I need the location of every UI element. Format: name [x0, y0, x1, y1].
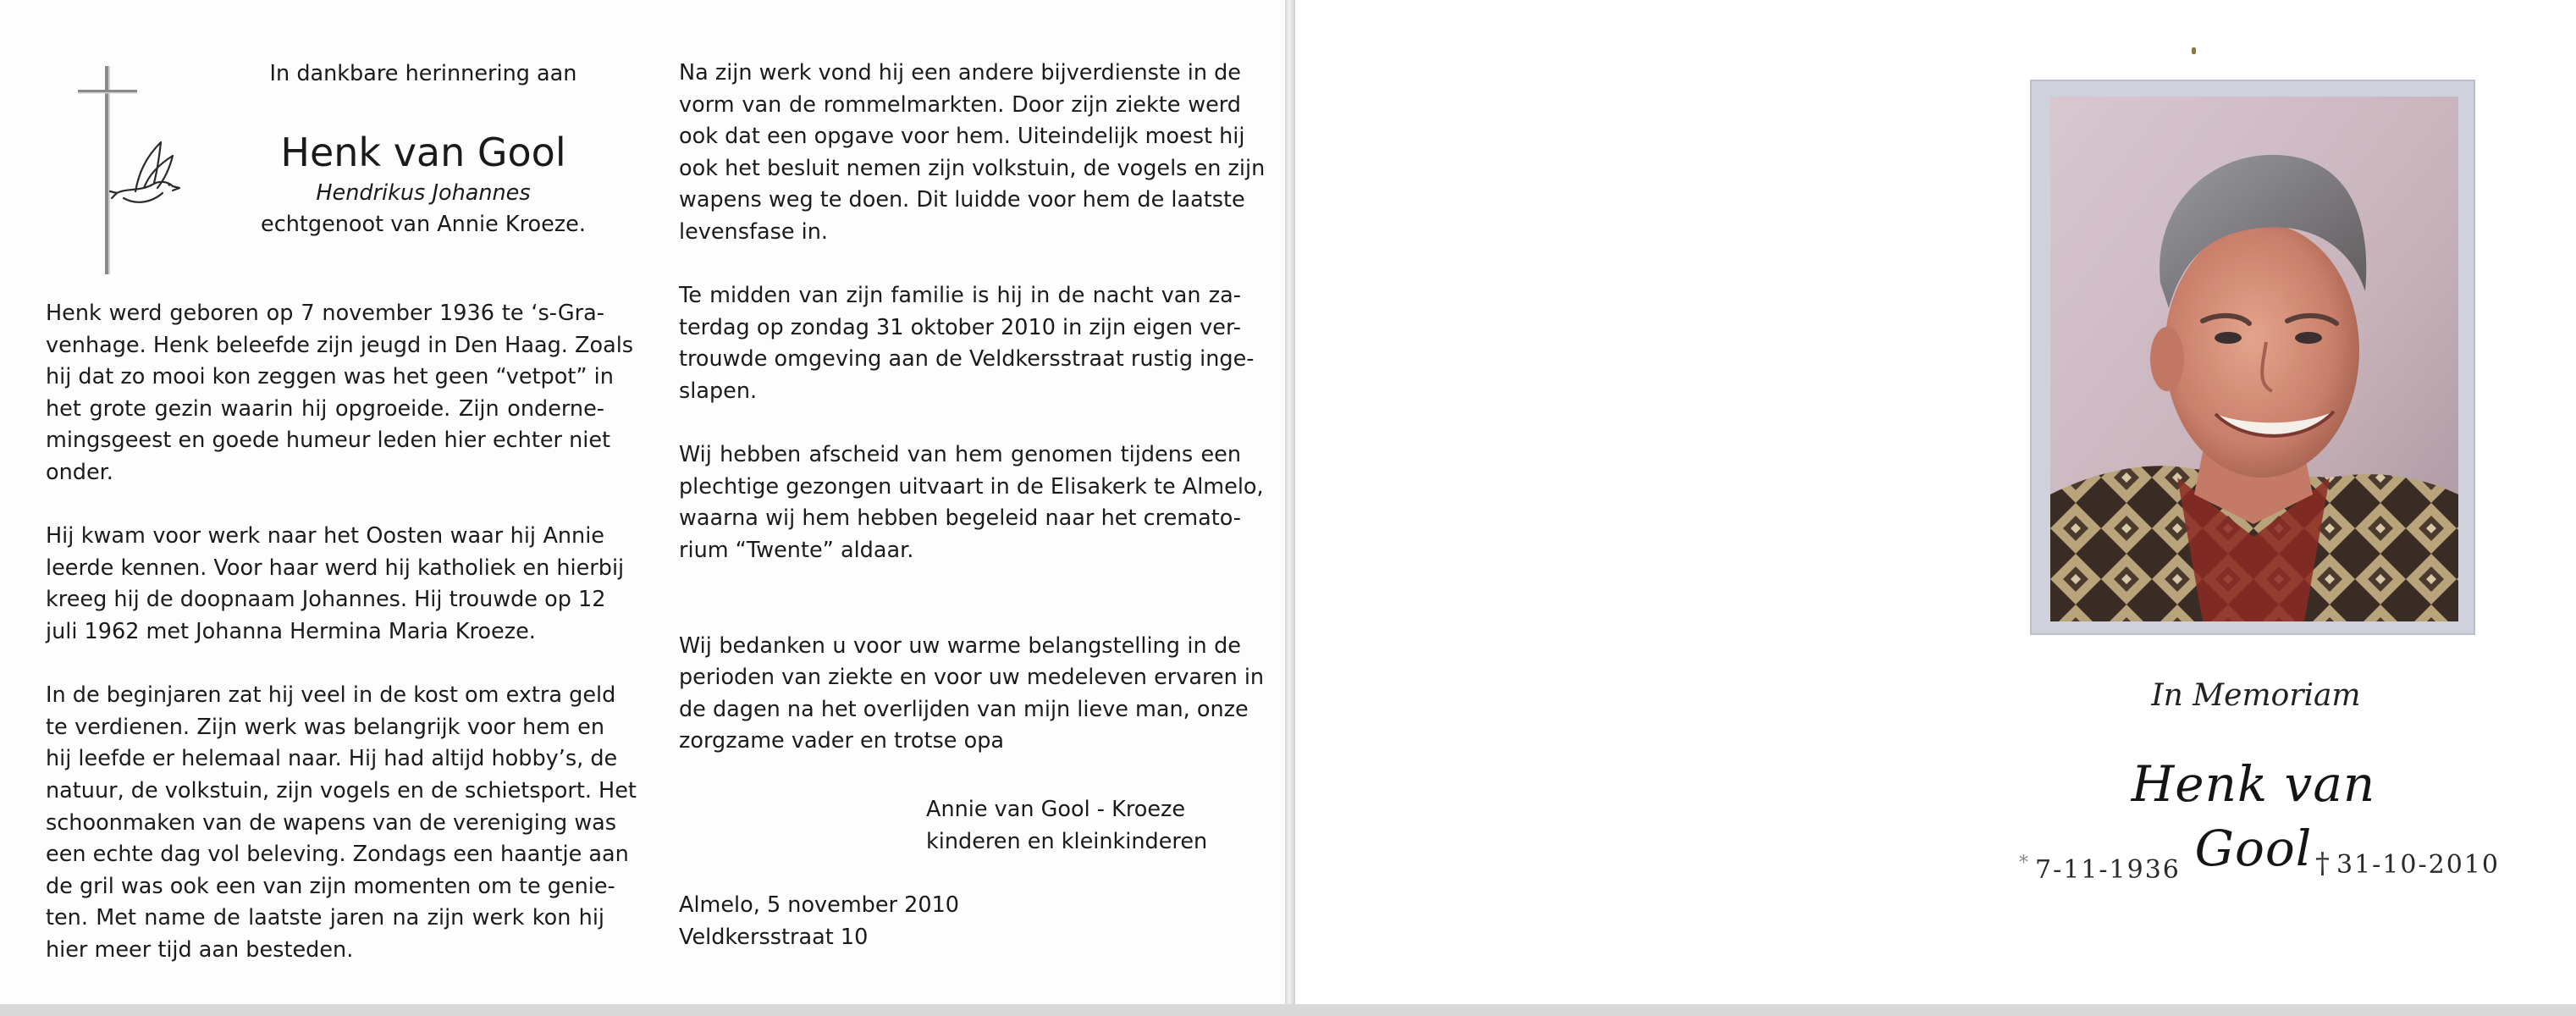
text-line: de dagen na het overlijden van mijn lieve man, onze — [679, 696, 1249, 722]
text-line: te verdienen. Zijn werk was belangrijk voor hem en — [46, 714, 604, 740]
text-line: mingsgeest en goede humeur leden hier echter niet — [46, 428, 611, 454]
card-fold — [1285, 0, 1295, 1016]
death-cross-icon: † — [2315, 847, 2331, 881]
paragraph — [679, 599, 1265, 758]
death-date — [2315, 845, 2500, 884]
text-line: zorgzame vader en trotse opa — [679, 728, 1005, 754]
paragraph — [46, 298, 634, 489]
text-line — [679, 599, 1241, 631]
text-line: onder. — [46, 459, 113, 485]
text-line: Wij hebben afscheid van hem genomen tijdens een — [679, 442, 1241, 468]
text-line: juli 1962 met Johanna Hermina Maria Kroeze. — [46, 618, 536, 644]
text-line: ten. Met name de laatste jaren na zijn werk kon hij — [46, 905, 604, 931]
sign-off-family: Annie van Gool - Kroeze — [926, 797, 1186, 822]
text-line: ook dat een opgave voor hem. Uiteindelijk moest hij — [679, 124, 1245, 150]
text-line: leerde kennen. Voor haar werd hij katholiek en hierbij — [46, 555, 625, 581]
text-line: hij leefde er helemaal naar. Hij had altijd hobby’s, de — [46, 746, 618, 772]
text-line: venhage. Henk beleefde zijn jeugd in Den Haag. Zoals — [46, 332, 634, 358]
text-line: slapen. — [679, 378, 758, 404]
text-line: een echte dag vol beleving. Zondags een haantje aan — [46, 842, 629, 868]
text-line: Te midden van zijn familie is hij in de nacht van za- — [679, 283, 1241, 309]
text-line: Henk werd geboren op 7 november 1936 te ‘s-Gra- — [46, 301, 604, 326]
deceased-name: Henk van Gool — [280, 130, 566, 175]
paragraph — [679, 58, 1266, 249]
text-line: levensfase in. — [679, 218, 829, 245]
text-line: plechtige gezongen uitvaart in de Elisakerk te Almelo, — [679, 473, 1264, 500]
cross-with-dove-icon — [76, 64, 186, 276]
text-line: kreeg hij de doopnaam Johannes. Hij trouwde op 12 — [46, 587, 606, 613]
paper-speck — [2192, 47, 2196, 54]
text-line: rium “Twente” aldaar. — [679, 537, 914, 563]
sign-off — [926, 793, 1207, 858]
text-line: wapens weg te doen. Dit luidde voor hem de laatste — [679, 187, 1245, 213]
birth-date — [2019, 845, 2181, 889]
text-line: de gril was ook een van zijn momenten om te genie- — [46, 873, 615, 899]
birth-date-value: 7-11-1936 — [2035, 855, 2181, 885]
text-line: natuur, de volkstuin, zijn vogels en de schietsport. Het — [46, 777, 637, 803]
portrait-photo — [2050, 97, 2458, 621]
death-date-value: 31-10-2010 — [2336, 850, 2500, 880]
birth-star-icon: * — [2019, 853, 2030, 874]
text-line: schoonmaken van de wapens van de vereniging was — [46, 809, 617, 836]
address-line: Veldkersstraat 10 — [679, 925, 869, 950]
spouse-line: echtgenoot van Annie Kroeze. — [261, 212, 586, 237]
text-line: hier meer tijd aan besteden. — [46, 936, 354, 963]
place-date-line: Almelo, 5 november 2010 — [679, 892, 960, 918]
in-memoriam-title: In Memoriam — [2151, 678, 2361, 713]
dedication-intro: In dankbare herinnering aan — [269, 61, 577, 86]
text-line: Na zijn werk vond hij een andere bijverdienste in de — [679, 60, 1241, 86]
paragraph — [679, 280, 1255, 407]
text-line: ook het besluit nemen zijn volkstuin, de vogels en zijn — [679, 155, 1266, 181]
given-names: Hendrikus Johannes — [316, 180, 531, 206]
biography-column-2 — [679, 58, 1266, 758]
text-line: het grote gezin waarin hij opgroeide. Zijn onderne- — [46, 395, 604, 422]
text-line: trouwde omgeving aan de Veldkersstraat rustig inge- — [679, 346, 1255, 373]
paragraph — [679, 439, 1264, 566]
text-line: waarna wij hem hebben begeleid naar het cremato- — [679, 505, 1241, 532]
text-line: terdag op zondag 31 oktober 2010 in zijn eigen ver- — [679, 314, 1241, 340]
text-line: Wij bedanken u voor uw warme belangstelling in de — [679, 632, 1241, 659]
paragraph — [46, 680, 637, 966]
sign-off-children: kinderen en kleinkinderen — [926, 829, 1208, 854]
text-line: hij dat zo mooi kon zeggen was het geen “vetpot” in — [46, 364, 614, 390]
text-line: In de beginjaren zat hij veel in de kost om extra geld — [46, 682, 616, 709]
text-line: perioden van ziekte en voor uw medeleven ervaren in — [679, 665, 1265, 691]
paragraph — [46, 521, 625, 648]
portrait-frame — [2030, 80, 2475, 635]
biography-column-1 — [46, 298, 637, 966]
dedication-header — [203, 58, 643, 240]
text-line: Hij kwam voor werk naar het Oosten waar hij Annie — [46, 523, 604, 549]
front-name: Henk van Gool — [2131, 755, 2376, 877]
text-line: vorm van de rommelmarkten. Door zijn ziekte werd — [679, 91, 1241, 118]
scan-edge — [0, 1004, 2576, 1016]
place-and-date — [679, 889, 959, 953]
